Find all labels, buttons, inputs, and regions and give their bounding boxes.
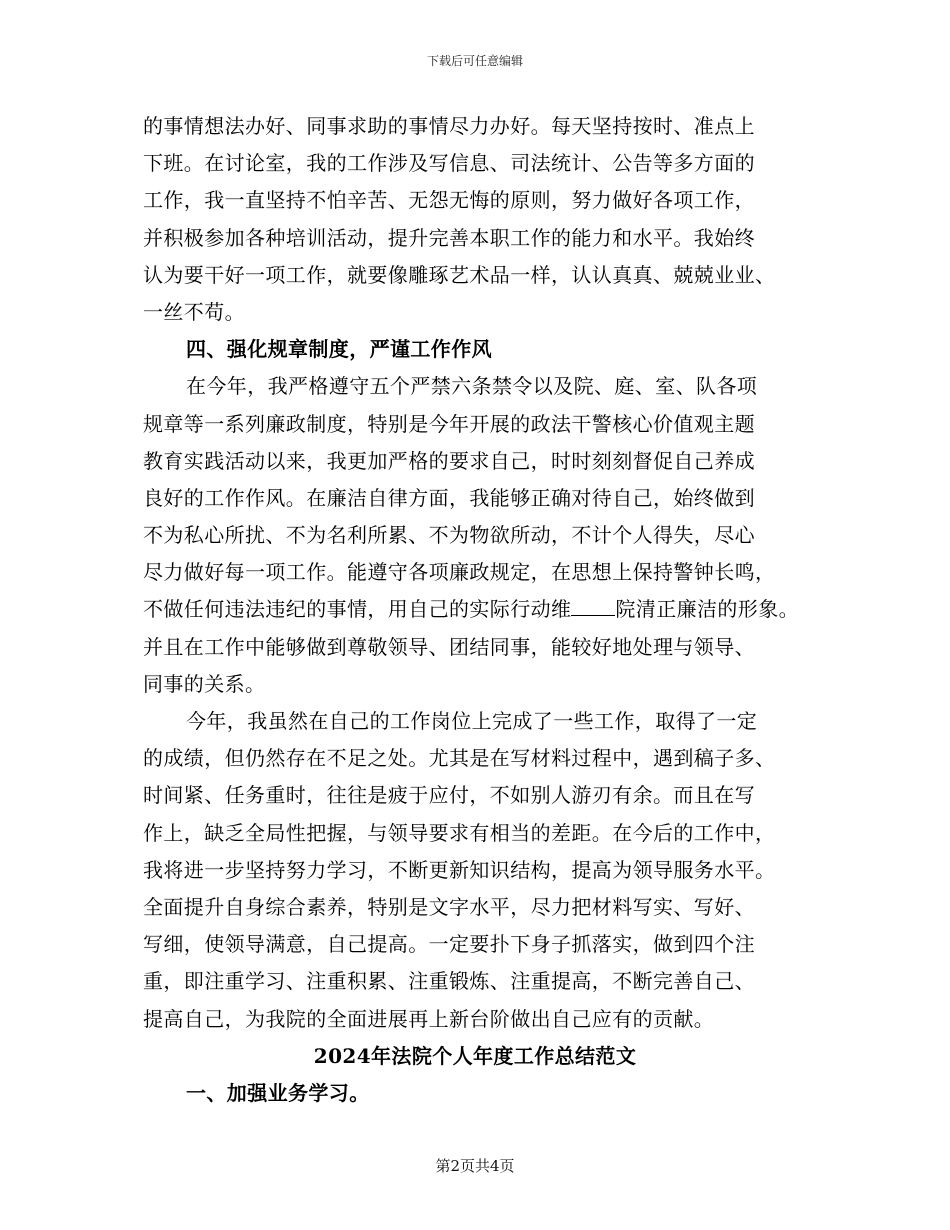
paragraph-line: 全面提升自身综合素养，特别是文字水平，尽力把材料写实、写好、 — [143, 894, 755, 919]
paragraph-line: 写细，使领导满意，自己提高。一定要扑下身子抓落实，做到四个注 — [143, 932, 755, 957]
paragraph-line: 作上，缺乏全局性把握，与领导要求有相当的差距。在今后的工作中， — [143, 820, 776, 845]
page-number: 第2页共4页 — [435, 1157, 515, 1175]
section-heading-4: 四、强化规章制度，严谨工作作风 — [186, 337, 492, 362]
section-heading-1: 一、加强业务学习。 — [186, 1080, 370, 1105]
paragraph-line: 不为私心所扰、不为名利所累、不为物欲所动，不计个人得失，尽心 — [143, 523, 755, 548]
paragraph-line: 今年，我虽然在自己的工作岗位上完成了一些工作，取得了一定 — [186, 709, 758, 733]
paragraph-line: 并且在工作中能够做到尊敬领导、团结同事，能较好地处理与领导、 — [143, 634, 755, 659]
paragraph-line: 在今年，我严格遵守五个严禁六条禁令以及院、庭、室、队各项 — [186, 374, 758, 399]
paragraph-line: 重，即注重学习、注重积累、注重锻炼、注重提高，不断完善自己、 — [143, 969, 755, 994]
paragraph-line: 并积极参加各种培训活动，提升完善本职工作的能力和水平。我始终 — [143, 225, 755, 250]
paragraph-line: 工作，我一直坚持不怕辛苦、无怨无悔的原则，努力做好各项工作， — [143, 188, 755, 213]
paragraph-line: 时间紧、任务重时，往往是疲于应付，不如别人游刃有余。而且在写 — [143, 783, 755, 808]
text-after-blank: 院清正廉洁的形象。 — [615, 597, 800, 622]
paragraph-line-with-blank — [143, 591, 843, 628]
document-body — [143, 108, 843, 1112]
paragraph-line: 的成绩，但仍然存在不足之处。尤其是在写材料过程中，遇到稿子多、 — [143, 746, 776, 771]
paragraph-line: 下班。在讨论室，我的工作涉及写信息、司法统计、公告等多方面的 — [143, 151, 755, 176]
paragraph-line: 同事的关系。 — [143, 671, 266, 696]
paragraph-line: 一丝不苟。 — [143, 299, 245, 324]
paragraph-line: 提高自己，为我院的全面进展再上新台阶做出自己应有的贡献。 — [143, 1006, 715, 1031]
paragraph-line: 尽力做好每一项工作。能遵守各项廉政规定，在思想上保持警钟长鸣， — [143, 560, 776, 585]
paragraph-line: 的事情想法办好、同事求助的事情尽力办好。每天坚持按时、准点上 — [143, 114, 755, 138]
page-header-note: 下载后可任意编辑 — [426, 54, 523, 68]
paragraph-line: 良好的工作作风。在廉洁自律方面，我能够正确对待自己，始终做到 — [143, 485, 755, 510]
paragraph-line: 我将进一步坚持努力学习，不断更新知识结构，提高为领导服务水平。 — [143, 857, 776, 882]
fill-in-blank — [571, 597, 615, 616]
paragraph-line: 教育实践活动以来，我更加严格的要求自己，时时刻刻督促自己养成 — [143, 448, 755, 473]
paragraph-line: 认为要干好一项工作，就要像雕琢艺术品一样，认认真真、兢兢业业、 — [143, 262, 776, 287]
paragraph-line: 规章等一系列廉政制度，特别是今年开展的政法干警核心价值观主题 — [143, 411, 755, 436]
text-before-blank: 不做任何违法违纪的事情，用自己的实际行动维 — [143, 597, 572, 622]
document-title: 2024年法院个人年度工作总结范文 — [313, 1043, 637, 1068]
